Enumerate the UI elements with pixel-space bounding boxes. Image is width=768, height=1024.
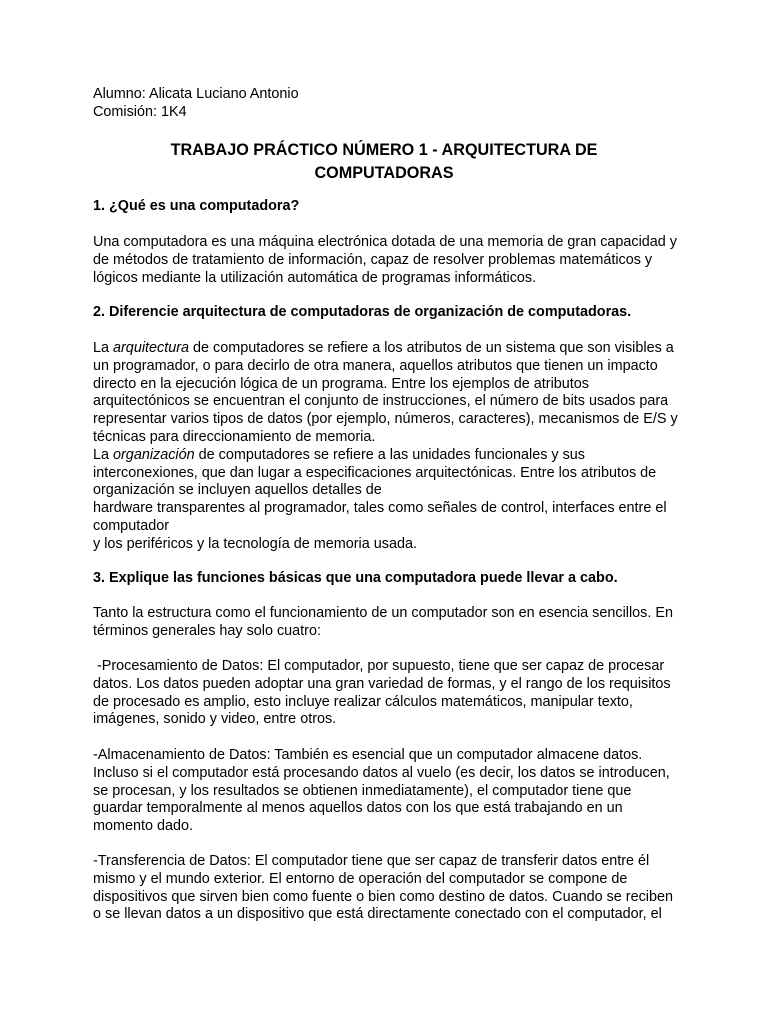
term-organization: organización (113, 446, 195, 463)
answer-1 (93, 234, 683, 287)
question-2-heading: 2. Diferencie arquitectura de computadoras de organización de computadoras. (93, 304, 632, 320)
answer-2 (93, 340, 683, 554)
text-line: La arquitectura de computadores se refiere a los atributos de un sistema que son visibles a (93, 340, 674, 356)
text-line: arquitectónicos se encuentran el conjunto de instrucciones, el número de bits usados para (93, 393, 669, 410)
title-line: COMPUTADORAS (314, 163, 454, 182)
function-transfer (93, 853, 683, 924)
text-line: se procesan, y los resultados se obtienen inmediatamente), el computador tiene que (93, 782, 632, 799)
text-line: y los periféricos y la tecnología de memoria usada. (93, 535, 417, 552)
text-line: interconexiones, que dan lugar a especificaciones arquitectónicas. Entre los atributos de (93, 464, 657, 481)
student-name: Alumno: Alicata Luciano Antonio (93, 86, 299, 102)
function-processing (93, 658, 683, 729)
text-line: de métodos de tratamiento de información, capaz de resolver problemas matemáticos y (93, 251, 653, 268)
text-line: organización se incluyen aquellos detalles de (93, 482, 382, 499)
text-line: guardar temporalmente al menos aquellos datos con los que está trabajando en un (93, 800, 623, 817)
text-line: mismo y el mundo exterior. El entorno de operación del computador se compone de (93, 870, 628, 887)
text-line: momento dado. (93, 818, 193, 835)
text-line: Incluso si el computador está procesando datos al vuelo (es decir, los datos se introducen, (93, 764, 670, 781)
term-architecture: arquitectura (113, 340, 190, 356)
text-line: un programador, o para decirlo de otra manera, aquellos atributos que tienen un impacto (93, 357, 658, 374)
text-line: términos generales hay solo cuatro: (93, 622, 321, 639)
question-3-heading: 3. Explique las funciones básicas que una computadora puede llevar a cabo. (93, 570, 618, 586)
text-line: directo en la ejecución lógica de un programa. Entre los ejemplos de atributos (93, 375, 589, 392)
text-line: lógicos mediante la utilización automática de programas informáticos. (93, 269, 537, 286)
text-line: -Procesamiento de Datos: El computador, por supuesto, tiene que ser capaz de procesar (93, 658, 665, 674)
document-title (93, 139, 675, 184)
text-line: -Almacenamiento de Datos: También es esencial que un computador almacene datos. (93, 747, 643, 763)
title-line: TRABAJO PRÁCTICO NÚMERO 1 - ARQUITECTURA DE (170, 141, 598, 159)
answer-3-intro (93, 605, 683, 641)
text-line: representar varios tipos de datos (por ejemplo, números, caracteres), mecanismos de E/S y (93, 411, 678, 428)
student-info (93, 86, 683, 122)
text-line: dispositivos que sirven bien como fuente o bien como destino de datos. Cuando se reciben (93, 888, 673, 905)
text-line: de procesado es amplio, esto incluye realizar cálculos matemáticos, manipular texto, (93, 693, 633, 710)
question-1-heading: 1. ¿Qué es una computadora? (93, 198, 300, 214)
function-storage (93, 747, 683, 836)
commission: Comisión: 1K4 (93, 103, 187, 120)
text-line: o se llevan datos a un dispositivo que está directamente conectado con el computador, el (93, 906, 662, 923)
text-line: Una computadora es una máquina electrónica dotada de una memoria de gran capacidad y (93, 234, 677, 250)
text-line: La organización de computadores se refiere a las unidades funcionales y sus (93, 446, 585, 463)
text-line: computador (93, 517, 169, 534)
text-line: imágenes, sonido y video, entre otros. (93, 711, 337, 728)
text-line: hardware transparentes al programador, tales como señales de control, interfaces entre el (93, 500, 667, 517)
text-line: datos. Los datos pueden adoptar una gran variedad de formas, y el rango de los requisitos (93, 675, 671, 692)
text-line: técnicas para direccionamiento de memoria. (93, 428, 376, 445)
text-line: -Transferencia de Datos: El computador tiene que ser capaz de transferir datos entre él (93, 853, 650, 869)
text-line: Tanto la estructura como el funcionamiento de un computador son en esencia sencillos. En (93, 605, 673, 621)
